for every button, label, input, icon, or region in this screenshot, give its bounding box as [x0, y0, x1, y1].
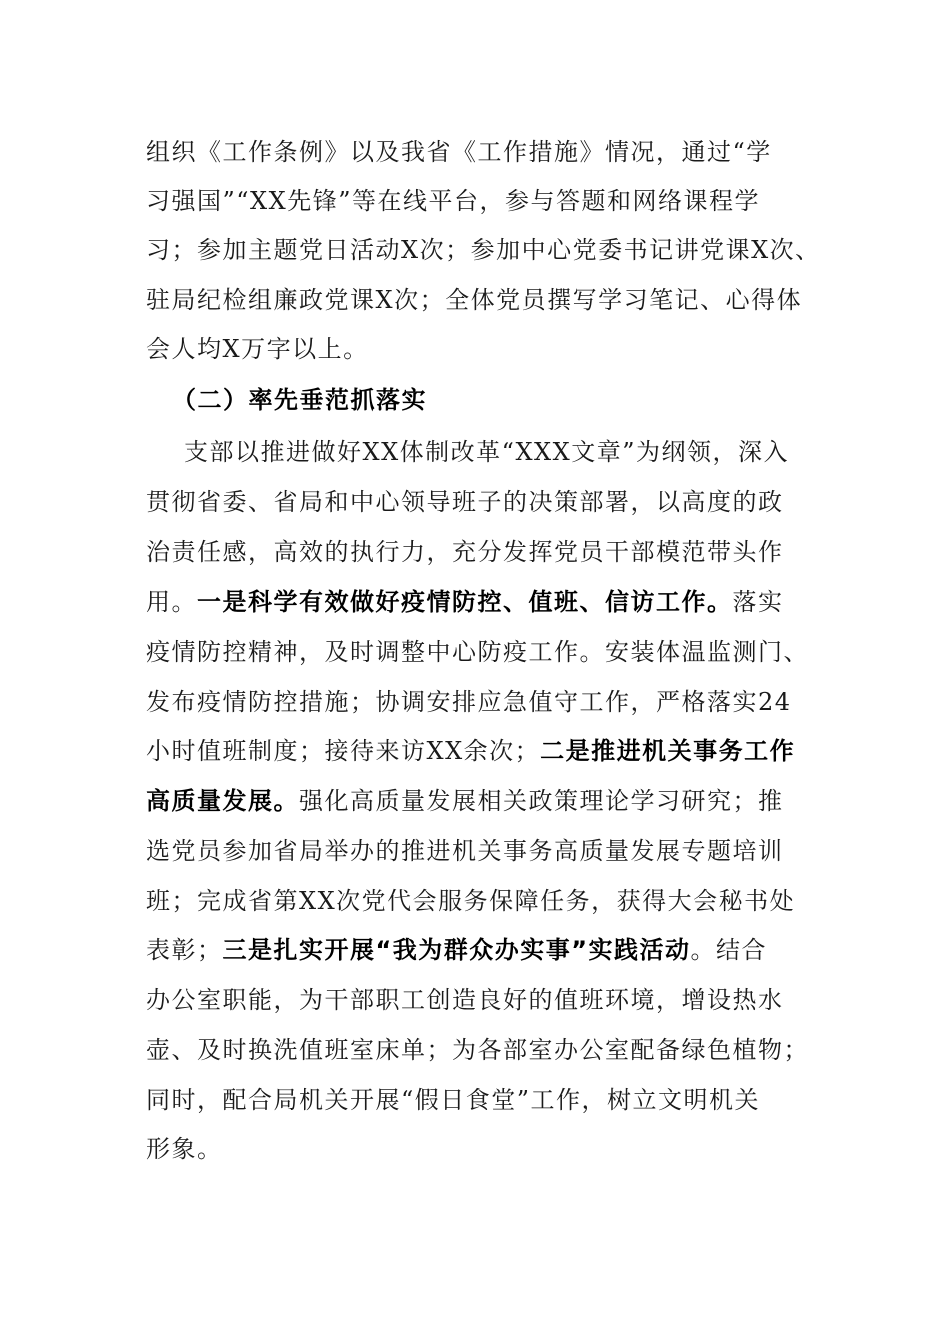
- paragraph-line: 驻局纪检组廉政党课X次；全体党员撰写学习笔记、心得体: [146, 286, 803, 314]
- bold-emphasis: 二是推进机关事务工作: [540, 737, 796, 765]
- section-heading: （二）率先垂范抓落实: [172, 386, 427, 414]
- paragraph-line: 形象。: [146, 1135, 223, 1163]
- paragraph-line: [146, 786, 784, 816]
- paragraph-line: 习；参加主题党日活动X次；参加中心党委书记讲党课X次、: [146, 236, 821, 264]
- paragraph-line: 组织《工作条例》以及我省《工作措施》情况，通过“学: [146, 138, 772, 166]
- paragraph-line: 选党员参加省局举办的推进机关事务高质量发展专题培训: [146, 837, 784, 865]
- paragraph-line: 发布疫情防控措施；协调安排应急值守工作，严格落实24: [146, 688, 792, 716]
- paragraph-line: 同时，配合局机关开展“假日食堂”工作，树立文明机关: [146, 1086, 761, 1114]
- text-run: 。结合: [690, 936, 768, 964]
- text-run: 表彰；: [146, 936, 223, 964]
- bold-emphasis: 三是扎实开展“我为群众办实事”实践活动: [222, 936, 691, 964]
- text-run: 用。: [146, 588, 197, 616]
- paragraph-line: 办公室职能，为干部职工创造良好的值班环境，增设热水: [146, 986, 784, 1014]
- paragraph-line: 疫情防控精神，及时调整中心防疫工作。安装体温监测门、: [146, 638, 809, 666]
- bold-emphasis: 高质量发展。: [146, 787, 299, 815]
- paragraph-line: 支部以推进做好XX体制改革“XXX文章”为纲领，深入: [184, 438, 789, 466]
- text-run: 落实: [732, 588, 784, 616]
- paragraph-line: [146, 736, 795, 766]
- paragraph-line: 贯彻省委、省局和中心领导班子的决策部署，以高度的政: [146, 488, 784, 516]
- paragraph-line: 会人均X万字以上。: [146, 335, 369, 363]
- paragraph-line: 习强国”“XX先锋”等在线平台，参与答题和网络课程学: [146, 187, 760, 215]
- paragraph-line: 班；完成省第XX次党代会服务保障任务，获得大会秘书处: [146, 887, 796, 915]
- text-run: 强化高质量发展相关政策理论学习研究；推: [299, 787, 784, 815]
- paragraph-line: 壶、及时换洗值班室床单；为各部室办公室配备绿色植物；: [146, 1036, 809, 1064]
- paragraph-line: 治责任感，高效的执行力，充分发挥党员干部模范带头作: [146, 538, 784, 566]
- paragraph-line: [146, 935, 767, 965]
- text-run: 小时值班制度；接待来访XX余次；: [146, 737, 541, 765]
- bold-emphasis: 一是科学有效做好疫情防控、值班、信访工作。: [197, 588, 733, 616]
- paragraph-line: [146, 587, 784, 617]
